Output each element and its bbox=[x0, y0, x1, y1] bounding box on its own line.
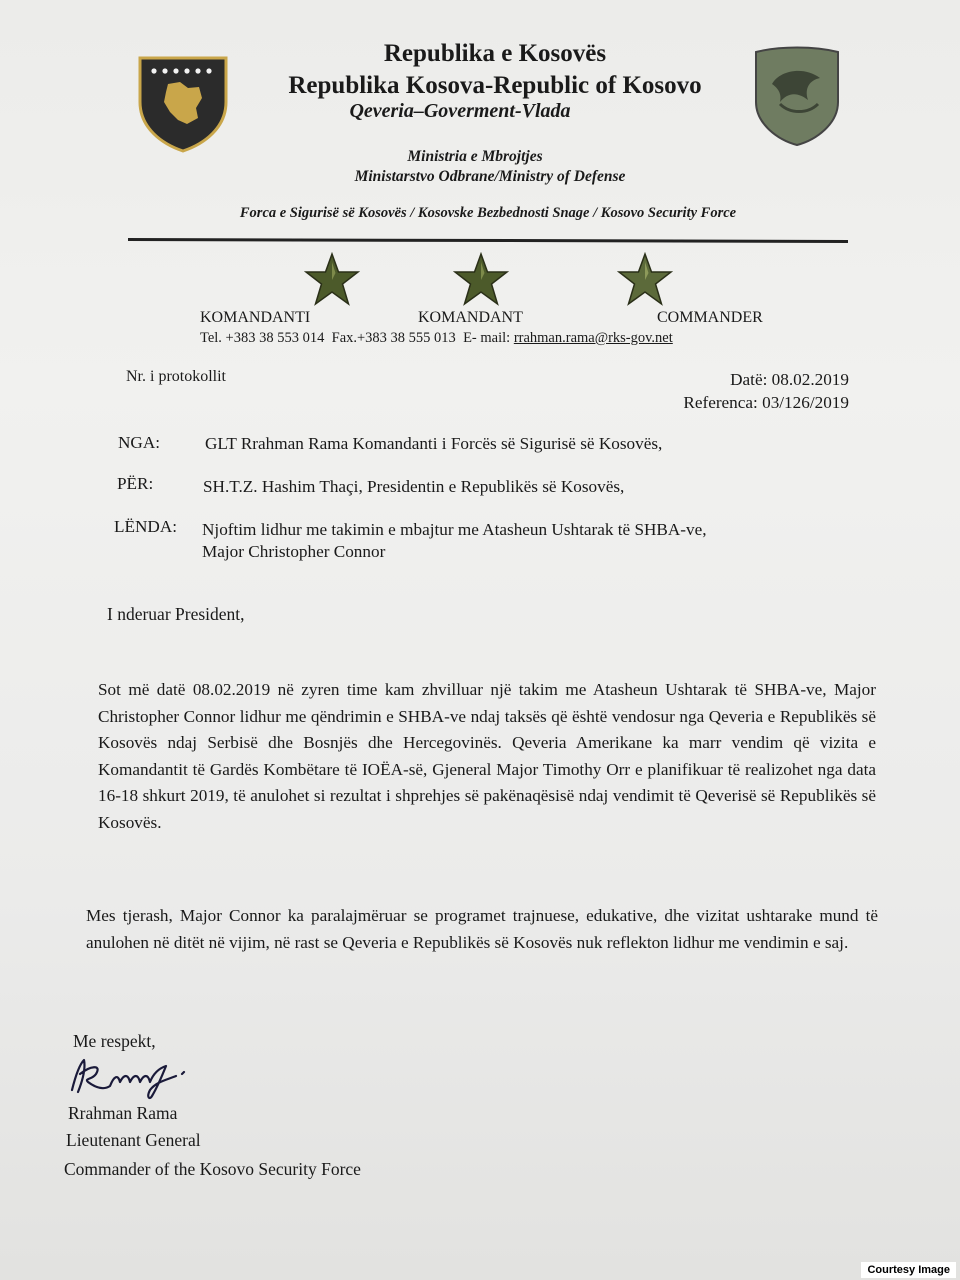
from-value: GLT Rrahman Rama Komandanti i Forcës së Sigurisë së Kosovës, bbox=[205, 434, 663, 453]
telephone: Tel. +383 38 553 014 bbox=[200, 330, 325, 346]
body-paragraph-1: Sot më datë 08.02.2019 në zyren time kam zhvilluar një takim me Atasheun Ushtarak të SHBA-ve, Major Christopher Connor lidhur me qëndrimin e SHBA-ve ndaj taksës që është vendosur nga Qeveria e Republikës së Kosovës ndaj Serbisë dhe Bosnjës dhe Hercegovinës. Qeveria Amerikane ka marr vendim që vizita e Komandantit të Gardës Kombëtare të IOËA-së, Gjeneral Major Timothy Orr e planifikuar të realizohet nga data 16-18 shkurt 2019, të anulohet si rezultat i shprehjes së pakënaqësisë ndaj vendimit të Qeverisë së Republikës së Kosovës. bbox=[98, 680, 876, 832]
email-label: E- mail: bbox=[463, 330, 511, 346]
letter-date: Datë: 08.02.2019 bbox=[730, 370, 849, 389]
rank-label-serbian: KOMANDANT bbox=[418, 309, 523, 326]
rank-label-albanian: KOMANDANTI bbox=[200, 309, 311, 326]
header-line-3: Qeveria–Goverment-Vlada bbox=[349, 100, 571, 122]
rank-star-icon bbox=[304, 252, 360, 308]
subject-line-1: Njoftim lidhur me takimin e mbajtur me Atasheun Ushtarak të SHBA-ve, bbox=[202, 520, 707, 539]
letter-reference: Referenca: 03/126/2019 bbox=[683, 393, 849, 412]
signatory-name: Rrahman Rama bbox=[68, 1103, 178, 1123]
from-label: NGA: bbox=[118, 433, 161, 452]
to-label: PËR: bbox=[117, 474, 154, 493]
header-divider bbox=[128, 238, 848, 243]
header-line-2: Republika Kosova-Republic of Kosovo bbox=[288, 72, 702, 99]
header-line-1: Republika e Kosovës bbox=[383, 40, 607, 67]
to-value: SH.T.Z. Hashim Thaçi, Presidentin e Republikës së Kosovës, bbox=[203, 477, 625, 496]
subject-line-2: Major Christopher Connor bbox=[202, 542, 386, 561]
salutation: I nderuar President, bbox=[107, 604, 245, 624]
ministry-line-1: Ministria e Mbrojtjes bbox=[407, 148, 543, 165]
rank-label-english: COMMANDER bbox=[657, 309, 763, 326]
email-link[interactable]: rrahman.rama@rks-gov.net bbox=[513, 330, 673, 346]
protocol-number: Nr. i protokollit bbox=[126, 368, 226, 385]
subject-label: LËNDA: bbox=[114, 517, 178, 536]
signatory-title: Commander of the Kosovo Security Force bbox=[64, 1159, 361, 1179]
closing-regards: Me respekt, bbox=[73, 1031, 156, 1051]
contact-line bbox=[200, 330, 673, 347]
image-credit: Courtesy Image bbox=[861, 1262, 956, 1278]
rank-star-icon bbox=[617, 252, 673, 308]
handwritten-signature bbox=[66, 1052, 216, 1102]
rank-star-icon bbox=[453, 252, 509, 308]
body-paragraph-2: Mes tjerash, Major Connor ka paralajmëruar se programet trajnuese, edukative, dhe vizitat ushtarake mund të anulohen në ditët në vijim, në rast se Qeveria e Republikës së Kosovës nuk reflekton lidhur me vendimin e saj. bbox=[86, 906, 878, 952]
ministry-line-2: Ministarstvo Odbrane/Ministry of Defense bbox=[354, 168, 626, 185]
fax: Fax.+383 38 555 013 bbox=[331, 330, 456, 346]
signatory-rank: Lieutenant General bbox=[66, 1130, 201, 1150]
force-line: Forca e Sigurisë së Kosovës / Kosovske Bezbednosti Snage / Kosovo Security Force bbox=[239, 205, 737, 221]
